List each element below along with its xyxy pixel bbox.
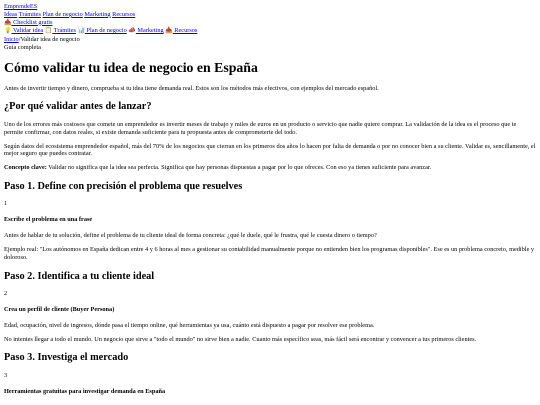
section-nav-label: Recursos xyxy=(174,27,198,35)
why-heading: ¿Por qué validar antes de lanzar? xyxy=(4,101,152,113)
brand-row xyxy=(4,3,536,11)
nav-marketing[interactable]: Marketing xyxy=(84,10,111,18)
box-icon: 📥 xyxy=(165,28,173,35)
step-2-number: 2 xyxy=(4,290,8,297)
intro-text: Antes de invertir tiempo y dinero, comprueba si tu idea tiene demanda real. Estos son los métodos más efectivos, con ejemplos del mercado español. xyxy=(4,84,379,92)
breadcrumb-current: Validar idea de negocio xyxy=(20,35,80,43)
step-3-heading: Paso 3. Investiga el mercado xyxy=(4,352,129,364)
section-nav xyxy=(4,27,536,36)
section-nav-label: Validar idea xyxy=(12,27,44,35)
section-nav-recursos[interactable] xyxy=(165,27,197,34)
step-2-paragraph-2: No intentes llegar a todo el mundo. Un negocio que sirve a "todo el mundo" no sirve bien a nadie. Cuanto más específico seas, más fácil será encontrar y convencer a tus primeros clientes. xyxy=(4,335,477,343)
lightbulb-icon: 💡 xyxy=(4,28,12,35)
section-nav-label: Trámites xyxy=(53,27,76,35)
nav-tramites[interactable]: Trámites xyxy=(18,10,41,18)
step-3-subheading: Herramientas gratuitas para investigar demanda en España xyxy=(4,387,166,395)
chart-icon: 📊 xyxy=(77,28,85,35)
step-1-number: 1 xyxy=(4,200,8,208)
key-concept-text: Validar no significa que la idea sea perfecta. Significa que hay personas dispuestas a pagar por lo que ofreces. Con eso ya tienes suficiente para avanzar. xyxy=(46,164,432,172)
nav-ideas[interactable]: Ideas xyxy=(4,10,18,18)
why-paragraph-1: Uno de los errores más costosos que comete un emprendedor es invertir meses de trabajo y miles de euros en un producto o servicio que nadie quiere comprar. La validación de la idea es el proceso que te permite confirmar, con datos reales, si existe demanda suficiente para tu propuesta antes de comprometerte del todo. xyxy=(4,120,517,136)
key-concept xyxy=(4,164,536,172)
step-1-subheading: Escribe el problema en una frase xyxy=(4,216,93,224)
nav-recursos[interactable]: Recursos xyxy=(112,10,136,18)
section-nav-tramites[interactable] xyxy=(45,27,76,34)
megaphone-icon: 📣 xyxy=(128,28,136,35)
checklist-link[interactable] xyxy=(4,19,52,26)
breadcrumb-separator: / xyxy=(18,35,21,43)
box-icon: 📥 xyxy=(4,19,12,26)
breadcrumb xyxy=(4,36,536,44)
promo-row xyxy=(4,19,536,28)
clipboard-icon: 📋 xyxy=(44,28,53,35)
section-nav-marketing[interactable] xyxy=(128,27,163,34)
guide-tag: Guía completa xyxy=(4,43,41,51)
breadcrumb-home[interactable]: Inicio xyxy=(4,35,19,43)
section-nav-label: Marketing xyxy=(137,27,164,35)
nav-plan-de-negocio[interactable]: Plan de negocio xyxy=(42,10,83,18)
step-1-paragraph-2: Ejemplo real: "Los autónomos en España dedican entre 4 y 6 horas al mes a gestionar su contabilidad manualmente porque no entienden bien los programas disponibles". Ese es un problema concreto, medible y doloroso. xyxy=(4,245,535,261)
brand-link[interactable]: EmprendeES xyxy=(4,3,38,10)
section-nav-label: Plan de negocio xyxy=(86,27,127,35)
step-3-number: 3 xyxy=(4,371,8,379)
page-title: Cómo validar tu idea de negocio en España xyxy=(4,60,258,76)
key-concept-label: Concepto clave: xyxy=(4,164,47,172)
section-nav-plan-de-negocio[interactable] xyxy=(77,27,126,34)
step-2-paragraph-1: Edad, ocupación, nivel de ingresos, dónde pasa el tiempo online, qué herramientas ya usa, cuánto está dispuesto a pagar por resolver ese problema. xyxy=(4,321,375,329)
checklist-label: Checklist gratis xyxy=(13,18,53,26)
why-paragraph-2: Según datos del ecosistema emprendedor español, más del 70% de los negocios que cierran en los primeros dos años lo hacen por falta de demanda o por no conocer bien a su cliente. Validar es, sencillamente, el mejor seguro que puedes contratar. xyxy=(4,142,536,158)
section-nav-validar-idea[interactable] xyxy=(4,27,43,34)
step-2-heading: Paso 2. Identifica a tu cliente ideal xyxy=(4,270,155,282)
step-1-paragraph-1: Antes de hablar de tu solución, define el problema de tu cliente ideal de forma concreta: ¿qué le duele, qué le frustra, qué le cuesta dinero o tiempo? xyxy=(4,232,377,240)
step-2-subheading: Crea un perfil de cliente (Buyer Persona) xyxy=(4,305,115,313)
main-nav xyxy=(4,11,536,19)
step-1-heading: Paso 1. Define con precisión el problema que resuelves xyxy=(4,181,243,193)
